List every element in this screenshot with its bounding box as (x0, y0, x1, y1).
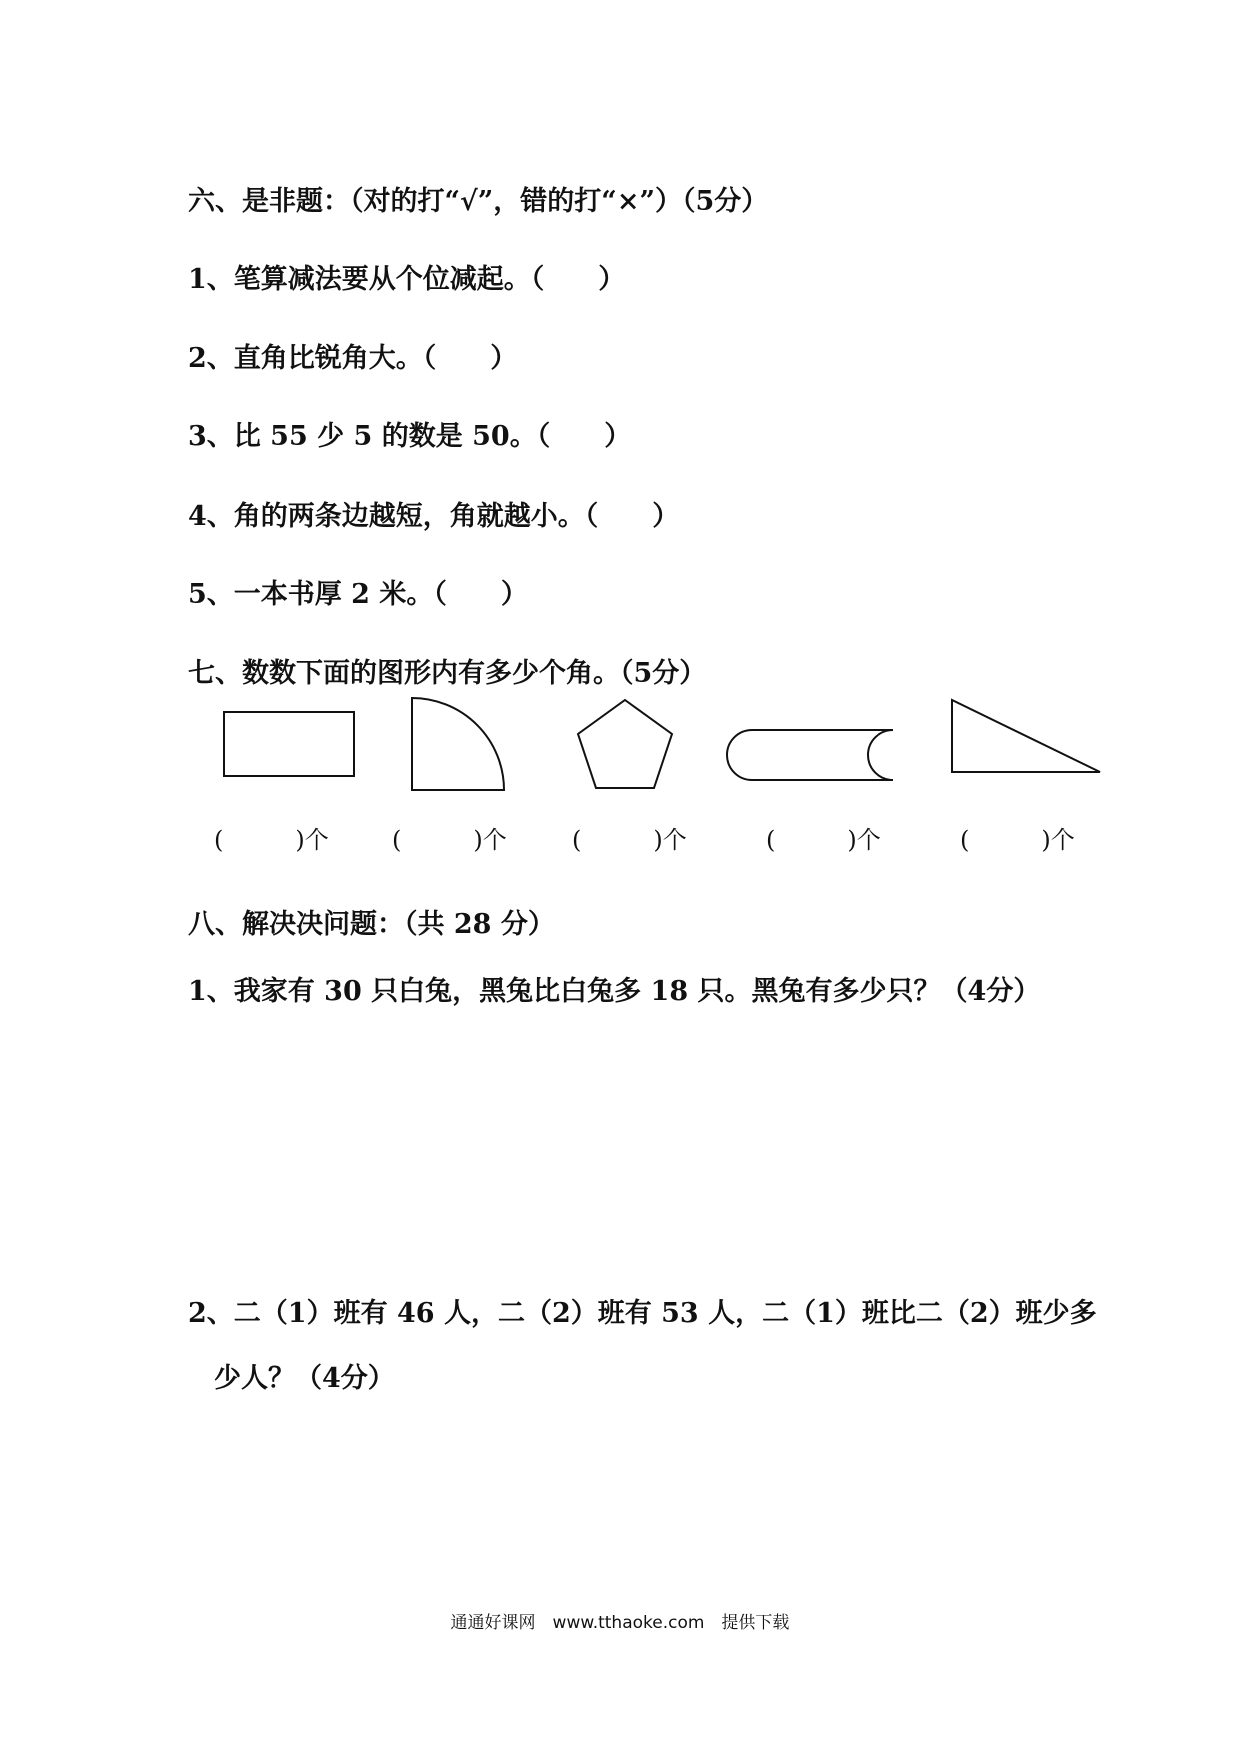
answer-blank-4: ( )个 (766, 826, 881, 854)
section6-title: 六、是非题：（对的打“√”，错的打“×”）（5分） (188, 186, 769, 217)
section8-title: 八、解决决问题：（共 28 分） (188, 909, 555, 940)
answer-blank-5: ( )个 (960, 826, 1075, 854)
answer-blank-1: ( )个 (214, 826, 329, 854)
footer-credit: 通通好课网 www.tthaoke.com 提供下载 (450, 1613, 790, 1633)
word-problem-2-line2: 少人？（4分） (214, 1363, 395, 1394)
tf-item-5: 5、一本书厚 2 米。（ ） (188, 579, 528, 610)
pentagon-icon (578, 700, 672, 788)
right-triangle-icon (952, 700, 1100, 772)
tf-item-2: 2、直角比锐角大。（ ） (188, 343, 518, 374)
answer-blank-3: ( )个 (572, 826, 687, 854)
tf-item-3: 3、比 55 少 5 的数是 50。（ ） (188, 421, 632, 452)
section7-title: 七、数数下面的图形内有多少个角。（5分） (188, 658, 707, 689)
quarter-circle-icon (412, 698, 504, 790)
answer-blank-2: ( )个 (392, 826, 507, 854)
tf-item-1: 1、笔算减法要从个位减起。（ ） (188, 264, 626, 295)
rectangle-icon (224, 712, 354, 776)
shapes-row (0, 690, 1240, 810)
tf-item-4: 4、角的两条边越短，角就越小。（ ） (188, 501, 680, 532)
rounded-slot-icon (727, 730, 893, 780)
word-problem-2-line1: 2、二（1）班有 46 人，二（2）班有 53 人，二（1）班比二（2）班少多 (188, 1298, 1097, 1329)
word-problem-1: 1、我家有 30 只白兔，黑兔比白兔多 18 只。黑兔有多少只？（4分） (188, 976, 1041, 1007)
